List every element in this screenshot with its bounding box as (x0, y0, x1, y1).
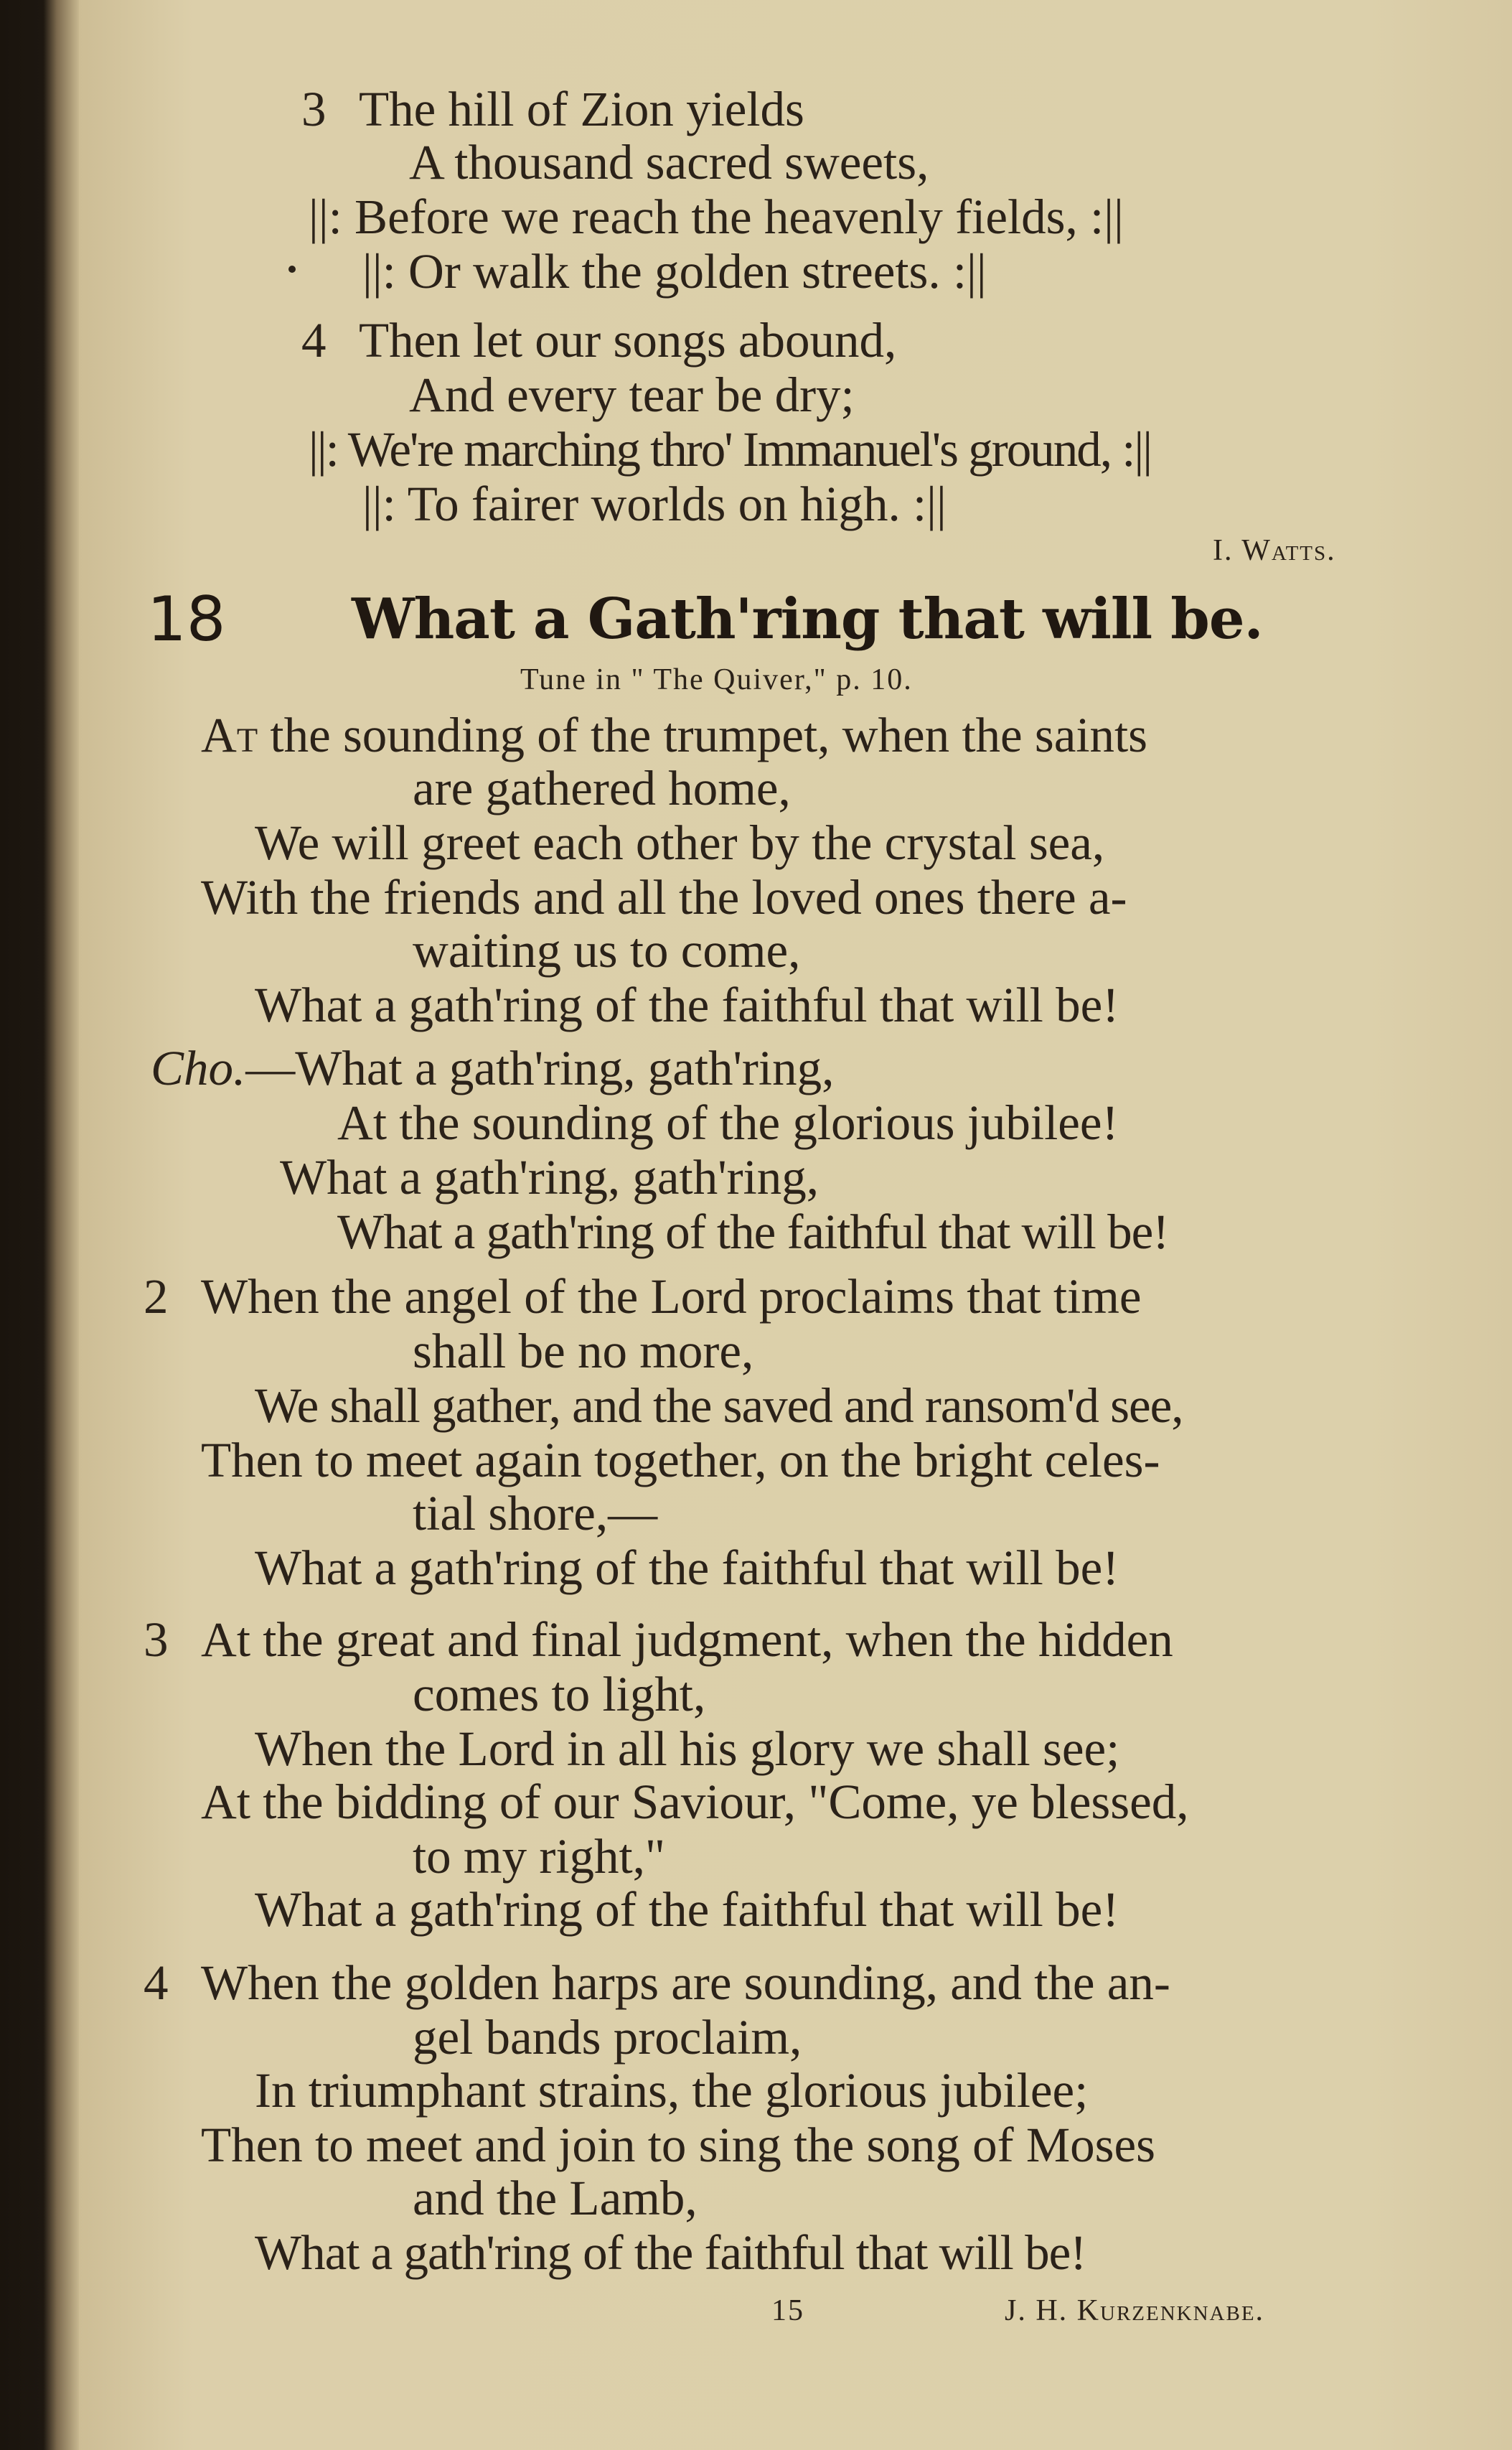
verse-line: ||: Or walk the golden streets. :|| (362, 244, 987, 299)
hymn-title: What a Gath'ring that will be. (352, 586, 1263, 652)
verse-number: 3 (144, 1612, 169, 1667)
verse-first-word: At (201, 708, 258, 762)
hymn-author: I. Watts. (1213, 534, 1336, 567)
verse-line: ||: We're marching thro' Immanuel's ground, :|| (309, 422, 1152, 477)
verse-line: What a gath'ring of the faithful that will be! (255, 978, 1119, 1032)
verse-line: What a gath'ring of the faithful that will be! (255, 2225, 1086, 2280)
verse-line: The hill of Zion yields (359, 82, 804, 136)
verse-line: and the Lamb, (413, 2171, 698, 2225)
verse-line: We shall gather, and the saved and ransom'd see, (255, 1378, 1183, 1433)
hymn-number: 18 (147, 584, 226, 655)
verse-line: With the friends and all the loved ones there a- (201, 870, 1127, 925)
verse-line: Then to meet and join to sing the song of Moses (201, 2118, 1156, 2172)
verse-line: ||: To fairer worlds on high. :|| (362, 477, 947, 531)
book-spine-shadow (0, 0, 79, 2450)
verse-number: 2 (144, 1269, 169, 1324)
verse-line: tial shore,— (413, 1486, 658, 1540)
verse-line: And every tear be dry; (409, 368, 855, 422)
verse-line: What a gath'ring of the faithful that will be! (255, 1540, 1119, 1595)
verse-number: 3 (301, 82, 327, 136)
verse-line: waiting us to come, (413, 923, 801, 978)
verse-line: When the Lord in all his glory we shall see; (255, 1721, 1120, 1776)
verse-line: ||: Before we reach the heavenly fields, :|| (309, 190, 1124, 244)
chorus-line: What a gath'ring, gath'ring, (280, 1150, 820, 1205)
verse-line: When the golden harps are sounding, and the an- (201, 1955, 1170, 2010)
verse-line: gel bands proclaim, (413, 2010, 802, 2065)
verse-number: 4 (144, 1955, 169, 2010)
verse-line: to my right," (413, 1829, 666, 1884)
verse-line: What a gath'ring of the faithful that will be! (255, 1882, 1119, 1937)
verse-line: are gathered home, (413, 761, 791, 815)
verse-line: A thousand sacred sweets, (409, 135, 929, 190)
verse-line: At the sounding of the trumpet, when the saints (201, 708, 1148, 762)
composer-credit: J. H. Kurzenknabe. (1005, 2294, 1265, 2327)
verse-line: When the angel of the Lord proclaims that time (201, 1269, 1142, 1324)
chorus-line: At the sounding of the glorious jubilee! (337, 1095, 1119, 1150)
page-number: 15 (771, 2294, 804, 2327)
verse-line: Then to meet again together, on the bright celes- (201, 1433, 1160, 1487)
verse-line: shall be no more, (413, 1324, 754, 1378)
ink-speck (288, 266, 296, 273)
verse-number: 4 (301, 313, 327, 368)
verse-line: At the great and final judgment, when the hidden (201, 1612, 1173, 1667)
verse-line: comes to light, (413, 1667, 706, 1721)
tune-reference: Tune in " The Quiver," p. 10. (520, 663, 913, 696)
verse-line: In triumphant strains, the glorious jubilee; (255, 2063, 1089, 2118)
chorus-line: Cho.—What a gath'ring, gath'ring, (151, 1041, 835, 1095)
verse-line: At the bidding of our Saviour, "Come, ye blessed, (201, 1775, 1189, 1829)
verse-line: Then let our songs abound, (359, 313, 897, 368)
verse-line: We will greet each other by the crystal sea, (255, 815, 1105, 870)
chorus-label: Cho. (151, 1041, 246, 1095)
chorus-line: What a gath'ring of the faithful that will be! (337, 1205, 1169, 1259)
